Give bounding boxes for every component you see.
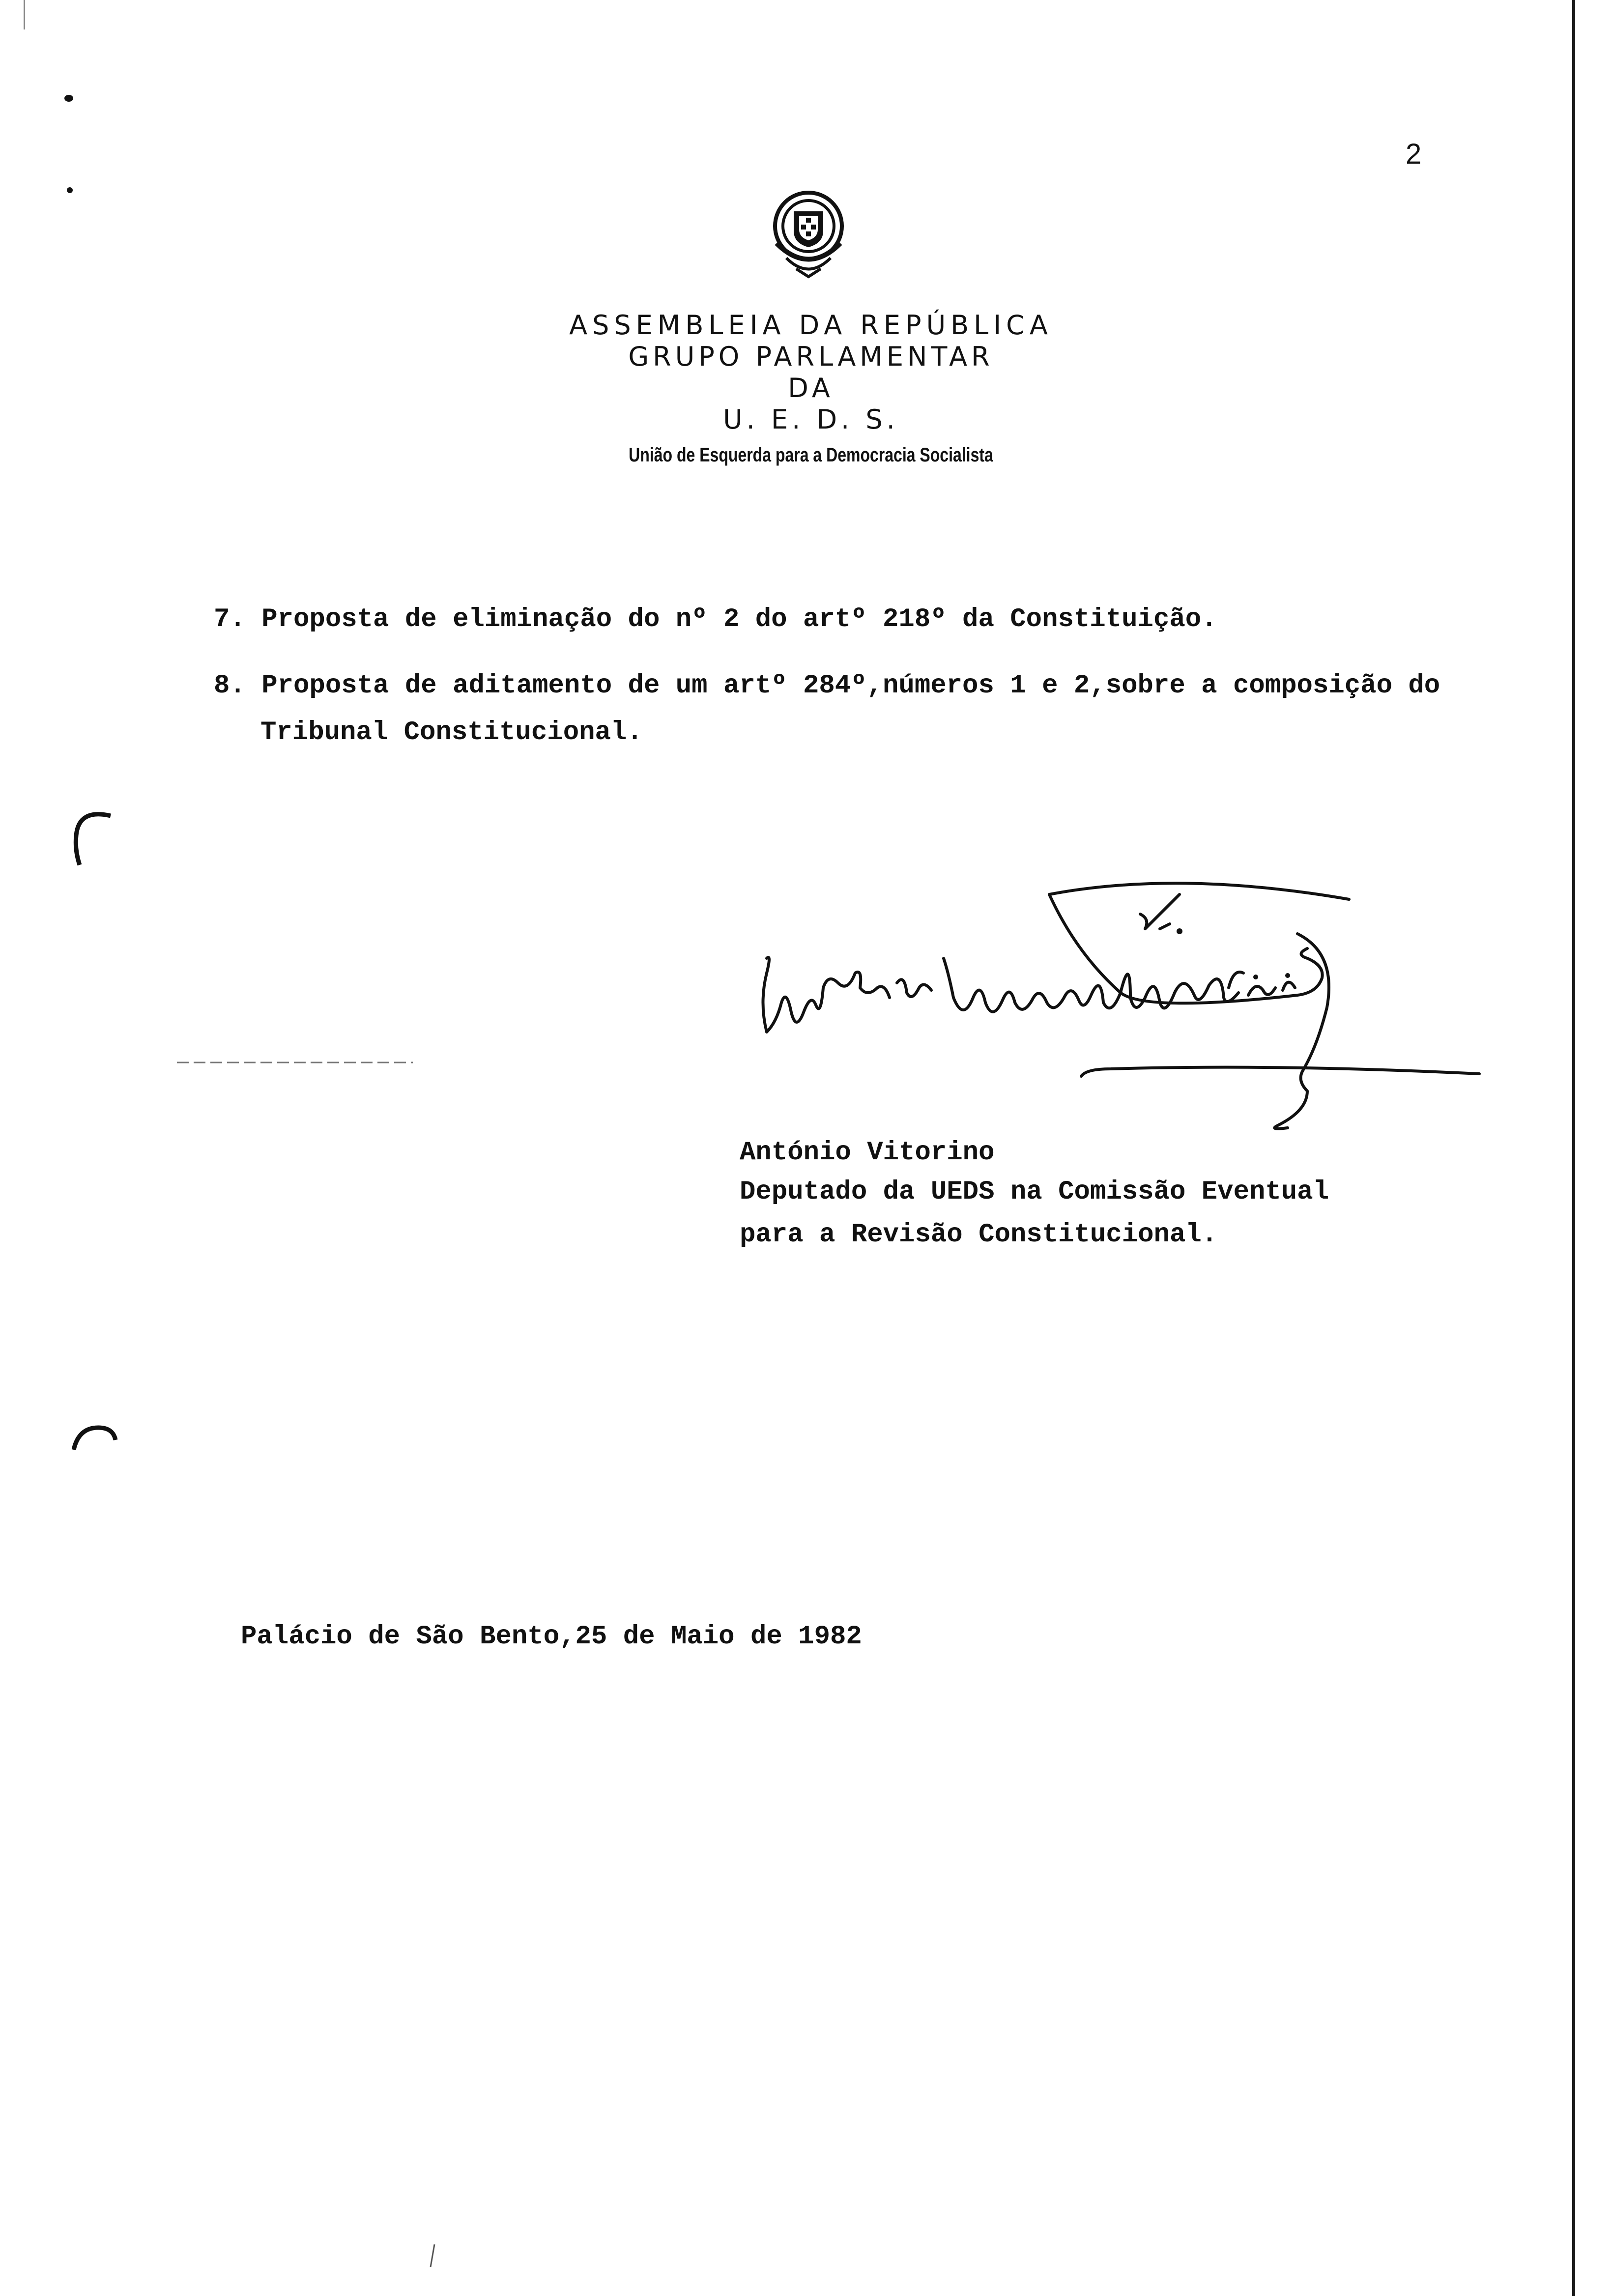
signatory-role: Deputado da UEDS na Comissão Eventual — [740, 1177, 1329, 1207]
scan-edge-left — [24, 0, 25, 29]
signatory-name: António Vitorino — [740, 1138, 995, 1168]
signatory-role-continuation: para a Revisão Constitucional. — [740, 1220, 1218, 1250]
hole-punch-mark-top — [69, 806, 118, 875]
proposal-item-7: 7. Proposta de eliminação do nº 2 do artº 218º da Constituição. — [214, 604, 1217, 634]
letterhead-subtitle: União de Esquerda para a Democracia Socialista — [629, 444, 993, 466]
coat-of-arms-icon — [767, 189, 850, 283]
stray-mark — [428, 2243, 437, 2268]
proposal-item-8-continuation: Tribunal Constitucional. — [260, 718, 643, 747]
place-and-date: Palácio de São Bento,25 de Maio de 1982 — [241, 1622, 862, 1652]
letterhead-group: GRUPO PARLAMENTAR — [628, 341, 994, 372]
ink-dot-2 — [64, 184, 76, 196]
handwritten-signature — [737, 875, 1494, 1140]
letterhead — [491, 310, 1130, 475]
scan-edge-right — [1572, 0, 1575, 2296]
letterhead-da: DA — [788, 373, 834, 403]
faint-dashed-line — [177, 1062, 413, 1063]
letterhead-assembly: ASSEMBLEIA DA REPÚBLICA — [569, 310, 1053, 341]
page-number: 2 — [1406, 138, 1422, 170]
hole-punch-mark-bottom — [69, 1420, 118, 1464]
letterhead-party: U. E. D. S. — [723, 404, 899, 435]
proposal-item-8: 8. Proposta de aditamento de um artº 284º,números 1 e 2,sobre a composição do — [214, 671, 1440, 701]
ink-dot-1 — [61, 91, 76, 106]
